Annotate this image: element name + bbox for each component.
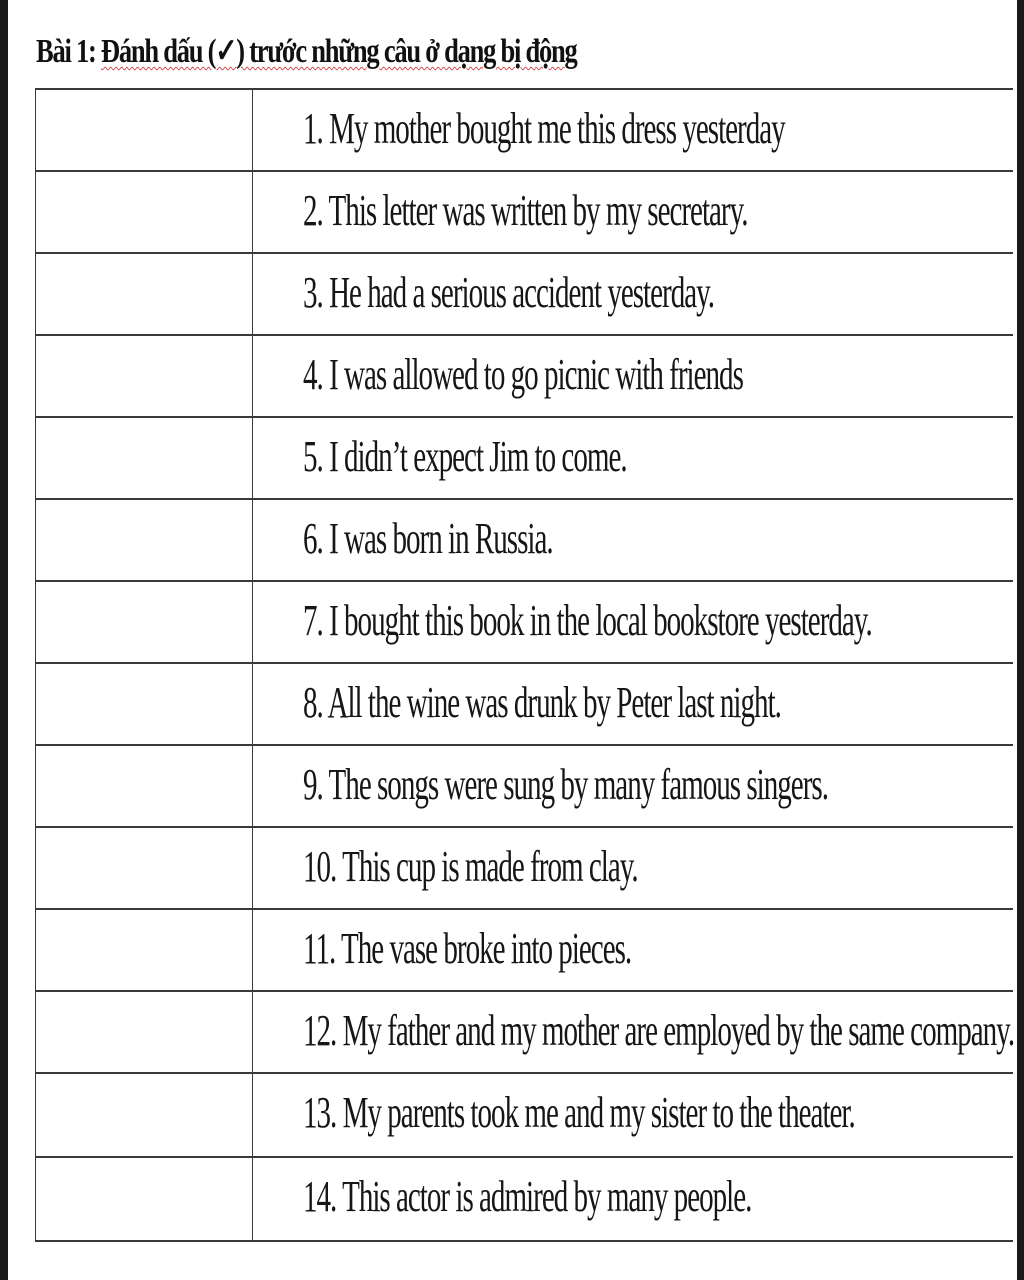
table-row <box>35 170 1013 252</box>
table-row <box>35 88 1013 170</box>
sentence-text-6: 6. I was born in Russia. <box>303 514 553 563</box>
exercise-title-prefix: Bài 1: <box>36 33 101 70</box>
table-row <box>35 908 1013 990</box>
table-row <box>35 826 1013 908</box>
table-row <box>35 416 1013 498</box>
sentence-text-3: 3. He had a serious accident yesterday. <box>303 268 715 317</box>
sentence-table <box>35 88 1013 1242</box>
checkbox-cell-6[interactable] <box>35 500 253 580</box>
sentence-text-7: 7. I bought this book in the local bookstore yesterday. <box>303 596 872 645</box>
table-row <box>35 990 1013 1072</box>
table-row <box>35 334 1013 416</box>
table-row <box>35 498 1013 580</box>
sentence-text-13: 13. My parents took me and my sister to the theater. <box>303 1088 855 1137</box>
checkbox-cell-2[interactable] <box>35 172 253 252</box>
sentence-text-9: 9. The songs were sung by many famous singers. <box>303 760 828 809</box>
table-row <box>35 1072 1013 1156</box>
checkbox-cell-3[interactable] <box>35 254 253 334</box>
checkbox-cell-14[interactable] <box>35 1158 253 1240</box>
sentence-text-1: 1. My mother bought me this dress yesterday <box>303 104 785 153</box>
checkbox-cell-9[interactable] <box>35 746 253 826</box>
table-row <box>35 252 1013 334</box>
table-bottom-rule <box>35 1240 1013 1242</box>
table-row <box>35 580 1013 662</box>
exercise-title-body: Đánh dấu (✓) trước những câu ở dạng bị động <box>100 33 577 70</box>
table-row <box>35 1156 1013 1240</box>
sentence-text-11: 11. The vase broke into pieces. <box>303 924 632 973</box>
sentence-text-10: 10. This cup is made from clay. <box>303 842 638 891</box>
checkbox-cell-13[interactable] <box>35 1074 253 1156</box>
checkbox-cell-12[interactable] <box>35 992 253 1072</box>
checkbox-cell-5[interactable] <box>35 418 253 498</box>
sentence-text-14: 14. This actor is admired by many people. <box>303 1172 752 1221</box>
checkbox-cell-11[interactable] <box>35 910 253 990</box>
sentence-text-5: 5. I didn’t expect Jim to come. <box>303 432 627 481</box>
sentence-text-4: 4. I was allowed to go picnic with friends <box>303 350 743 399</box>
table-row <box>35 744 1013 826</box>
table-row <box>35 662 1013 744</box>
checkbox-cell-7[interactable] <box>35 582 253 662</box>
exercise-title <box>36 30 577 74</box>
left-border-strip <box>0 0 8 1280</box>
checkbox-cell-1[interactable] <box>35 90 253 170</box>
sentence-text-12: 12. My father and my mother are employed by the same company. <box>303 1006 1015 1055</box>
sentence-text-2: 2. This letter was written by my secretary. <box>303 186 748 235</box>
checkbox-cell-10[interactable] <box>35 828 253 908</box>
right-border-strip <box>1017 0 1024 1280</box>
checkbox-cell-4[interactable] <box>35 336 253 416</box>
sentence-text-8: 8. All the wine was drunk by Peter last night. <box>303 678 781 727</box>
checkbox-cell-8[interactable] <box>35 664 253 744</box>
